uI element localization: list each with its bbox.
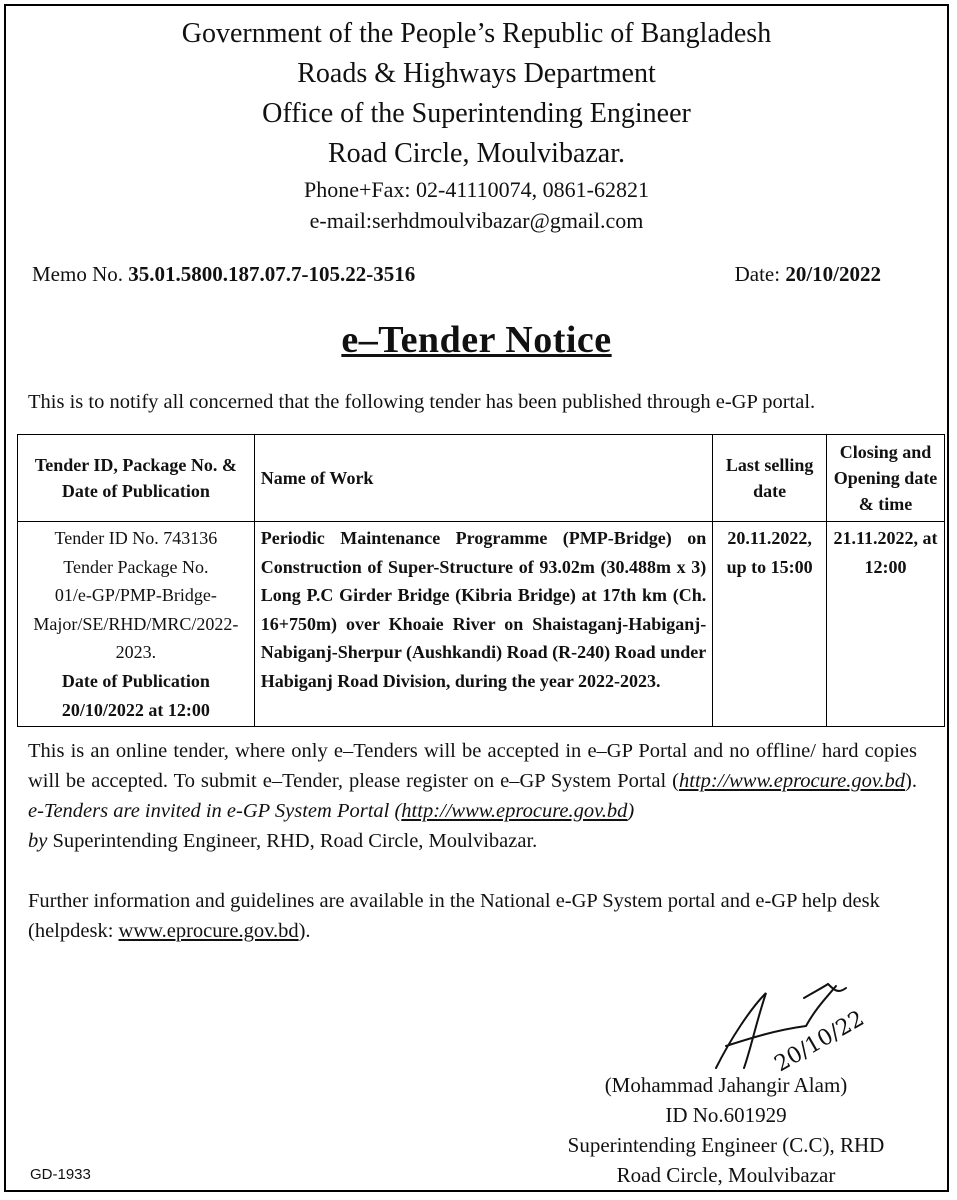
package-label: Tender Package No. <box>63 556 209 577</box>
cell-last-selling: 20.11.2022, up to 15:00 <box>713 522 827 727</box>
para1-italic-close: ) <box>627 800 635 822</box>
cell-name-of-work: Periodic Maintenance Programme (PMP-Bridge) on Construction of Super-Structure of 93.02m (30.488m x 3) Long P.C Girder Bridge (Kibria Bridge) at 17th km (Ch. 16+750m) over Khoaie River on Shaistaganj-Habiganj-Nabiganj-Sherpur (Aushkandi) Road (R-240) Road under Habiganj Road Division, during the year 2022-2023. <box>254 522 712 727</box>
table-row <box>18 522 945 727</box>
memo-number <box>32 262 415 287</box>
para2-text: Further information and guidelines are available in the National e-GP System portal and e-GP help desk (helpdesk: <box>28 890 880 942</box>
para1-text-2: ). <box>905 770 917 792</box>
intro-text: This is to notify all concerned that the following tender has been published through e-GP portal. <box>28 391 816 413</box>
header-closing-opening: Closing and Opening date & time <box>827 435 945 522</box>
header-last-selling: Last selling date <box>713 435 827 522</box>
eprocure-link-2[interactable]: http://www.eprocure.gov.bd <box>401 800 628 822</box>
para2-text-2: ). <box>298 920 311 942</box>
signatory-id: ID No.601929 <box>665 1103 787 1127</box>
signature-date: 20/10/22 <box>770 1006 869 1078</box>
memo-label: Memo No. <box>32 262 123 286</box>
circle-title: Road Circle, Moulvibazar. <box>327 138 626 169</box>
para1-text-3: Superintending Engineer, RHD, Road Circle, Moulvibazar. <box>47 830 538 852</box>
notice-title: e–Tender Notice <box>341 319 612 361</box>
date-value: 20/10/2022 <box>785 262 881 286</box>
email-address: e-mail:serhdmoulvibazar@gmail.com <box>309 208 644 233</box>
header-tender-id: Tender ID, Package No. & Date of Publication <box>18 435 255 522</box>
letterhead <box>6 14 947 236</box>
government-title: Government of the People’s Republic of Bangladesh <box>181 18 772 49</box>
gd-code: GD-1933 <box>30 1166 91 1183</box>
memo-value: 35.01.5800.187.07.7-105.22-3516 <box>128 262 416 286</box>
publication-date: 20/10/2022 at 12:00 <box>61 699 210 720</box>
memo-date <box>735 262 881 287</box>
package-number: 01/e-GP/PMP-Bridge-Major/SE/RHD/MRC/2022-2023. <box>33 585 239 663</box>
online-tender-paragraph <box>28 736 917 856</box>
eprocure-link-1[interactable]: http://www.eprocure.gov.bd <box>679 770 906 792</box>
para1-italic: e-Tenders are invited in e-GP System Portal ( <box>28 800 402 822</box>
para1-text: This is an online tender, where only e–Tenders will be accepted in e–GP Portal and no offline/ hard copies will be accepted. To submit e–Tender, please register on e–GP System Portal ( <box>28 740 917 792</box>
signatory-name: (Mohammad Jahangir Alam) <box>604 1073 848 1097</box>
cell-closing-opening: 21.11.2022, at 12:00 <box>827 522 945 727</box>
table-header-row <box>18 435 945 522</box>
date-label: Date: <box>734 262 781 286</box>
tender-id: Tender ID No. 743136 <box>54 528 218 548</box>
notice-page <box>4 4 949 1192</box>
helpdesk-link[interactable]: www.eprocure.gov.bd <box>118 920 299 942</box>
para1-by: by <box>28 830 48 852</box>
phone-fax: Phone+Fax: 02-41110074, 0861-62821 <box>303 177 650 202</box>
signatory-designation: Superintending Engineer (C.C), RHD <box>567 1133 885 1157</box>
signatory-office: Road Circle, Moulvibazar <box>616 1163 836 1187</box>
further-info-paragraph <box>28 886 917 946</box>
publication-label: Date of Publication <box>61 670 210 691</box>
cell-tender-info <box>18 522 255 727</box>
memo-row <box>32 262 881 287</box>
header-name-of-work: Name of Work <box>254 435 712 522</box>
office-title: Office of the Superintending Engineer <box>262 98 691 129</box>
handwritten-signature <box>696 968 896 1078</box>
tender-table <box>17 434 945 727</box>
signature-block <box>526 1070 926 1190</box>
department-title: Roads & Highways Department <box>297 58 656 89</box>
